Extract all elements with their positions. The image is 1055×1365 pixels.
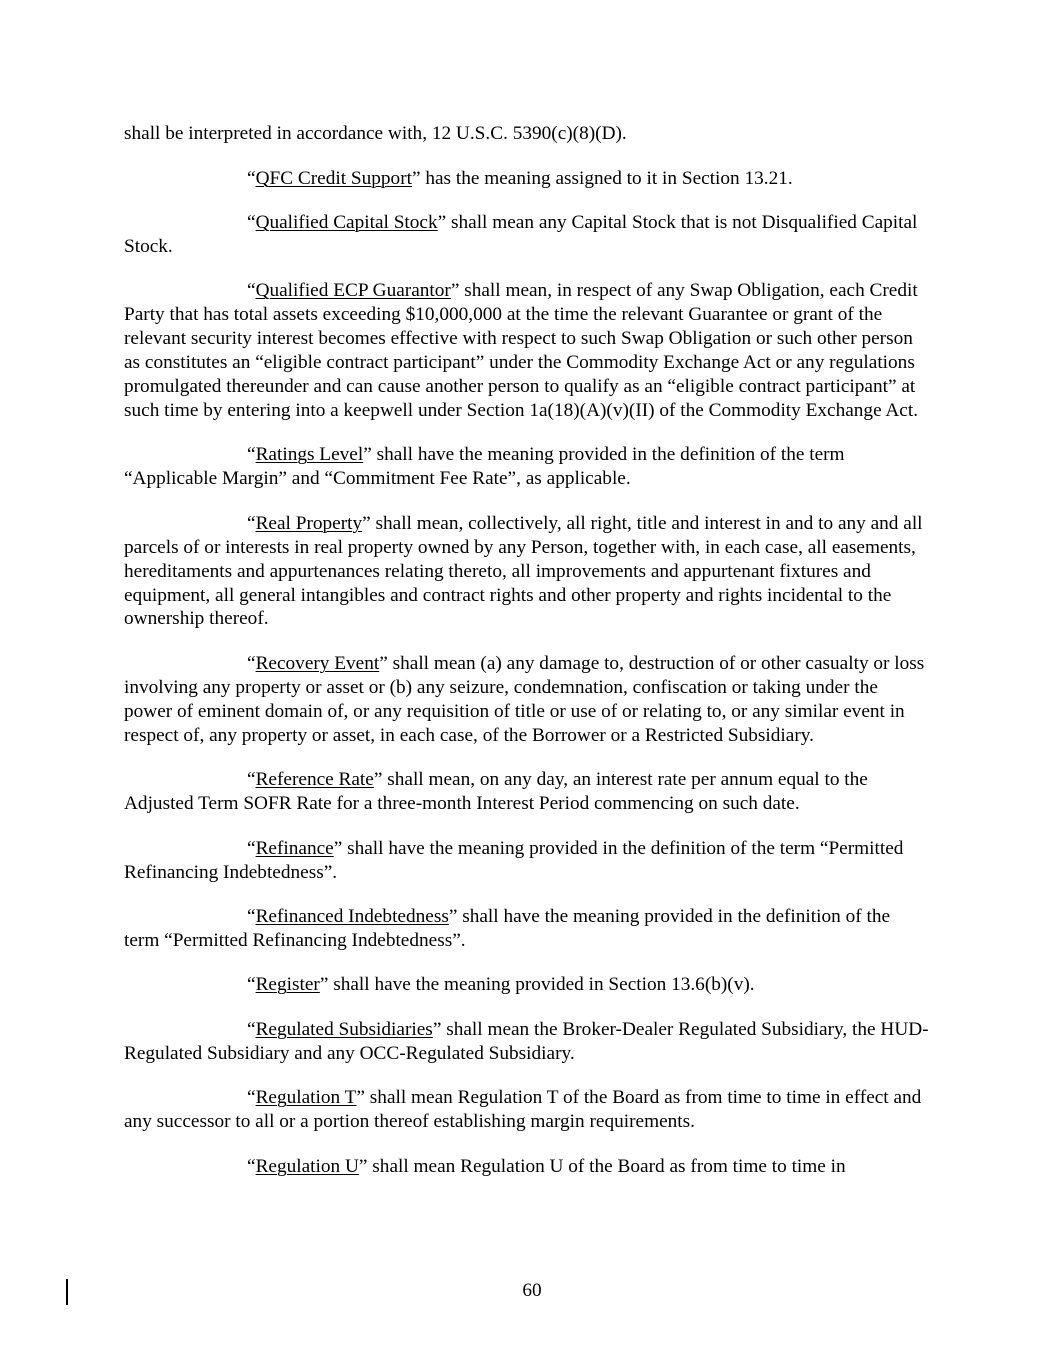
defined-term: Refinanced Indebtedness [255, 906, 449, 927]
paragraph-text: ” shall mean, in respect of any Swap Obligation, each Credit Party that has total assets exceeding $10,000,000 at the time the relevant Guarantee or grant of the relevant security interest becomes effective with respect to such Swap Obligation or such other person as constitutes an “eligible contract participant” under the Commodity Exchange Act or any regulations promulgated thereunder and can cause another person to qualify as an “eligible contract participant” at such time by entering into a keepwell under Section 1a(18)(A)(v)(II) of the Commodity Exchange Act. [124, 280, 919, 421]
defined-term: Recovery Event [255, 652, 380, 674]
definition-paragraph [124, 211, 929, 259]
paragraph-lead: “ [247, 280, 256, 302]
paragraph-text: ” shall have the meaning provided in the definition of the term “Permitted Refinancing Indebtedness”. [124, 837, 904, 883]
paragraph-text: ” shall mean, collectively, all right, title and interest in and to any and all parcels of or interests in real property owned by any Person, together with, in each case, all easements, hereditaments and appurtenances relating thereto, all improvements and appurtenant fixtures and equipment, all general intangibles and contract rights and other property and rights incidental to the ownership thereof. [124, 512, 923, 630]
definition-paragraph [124, 905, 929, 953]
definition-paragraph [124, 973, 929, 997]
paragraph-lead: “ [247, 167, 256, 189]
paragraph-lead: “ [247, 1018, 256, 1040]
defined-term: QFC Credit Support [255, 167, 412, 189]
paragraph-lead: “ [247, 444, 256, 466]
definition-paragraph [124, 279, 929, 422]
paragraph-lead: “ [247, 1155, 256, 1177]
paragraph-lead: “ [247, 212, 256, 233]
paragraph-text: ” shall mean Regulation U of the Board as from time to time in [358, 1155, 846, 1177]
page-number: 60 [522, 1280, 542, 1301]
paragraph-text: ” shall have the meaning provided in Section 13.6(b)(v). [319, 974, 755, 996]
defined-term: Reference Rate [255, 769, 374, 791]
definition-paragraph [124, 837, 929, 885]
definition-paragraph [124, 1018, 929, 1066]
defined-term: Qualified Capital Stock [255, 212, 438, 233]
definition-paragraph [124, 1086, 929, 1134]
paragraph-text: ” shall mean Regulation T of the Board as from time to time in effect and any successor to all or a portion thereof establishing margin requirements. [124, 1087, 922, 1133]
paragraph-text: ” has the meaning assigned to it in Section 13.21. [411, 167, 793, 189]
defined-term: Regulated Subsidiaries [255, 1018, 433, 1040]
defined-term: Refinance [255, 837, 334, 859]
definition-paragraph [124, 443, 929, 491]
paragraph-lead: “ [247, 1087, 256, 1109]
definition-paragraph [124, 167, 929, 191]
defined-term: Real Property [255, 512, 363, 534]
defined-term: Regulation T [255, 1087, 357, 1109]
paragraph-text: ” shall mean (a) any damage to, destruction of or other casualty or loss involving any property or asset or (b) any seizure, condemnation, confiscation or taking under the power of eminent domain of, or any requisition of title or use of or relating to, or any similar event in respect of, any property or asset, in each case, of the Borrower or a Restricted Subsidiary. [124, 652, 925, 746]
definition-paragraph [124, 652, 929, 748]
defined-term: Qualified ECP Guarantor [255, 280, 451, 302]
document-body [124, 122, 929, 1199]
defined-term: Ratings Level [255, 444, 364, 466]
paragraph-text: ” shall mean the Broker-Dealer Regulated Subsidiary, the HUD-Regulated Subsidiary and any OCC-Regulated Subsidiary. [124, 1018, 929, 1064]
definition-paragraph [124, 122, 929, 146]
paragraph-text: ” shall mean, on any day, an interest rate per annum equal to the Adjusted Term SOFR Rate for a three-month Interest Period commencing on such date. [124, 769, 868, 815]
definition-paragraph [124, 512, 929, 632]
paragraph-text: ” shall have the meaning provided in the definition of the term “Applicable Margin” and “Commitment Fee Rate”, as applicable. [124, 444, 845, 490]
paragraph-lead: “ [247, 652, 256, 674]
paragraph-lead: “ [247, 769, 256, 791]
definition-paragraph [124, 768, 929, 816]
defined-term: Register [255, 974, 320, 996]
paragraph-lead: “ [247, 512, 256, 534]
paragraph-text: ” shall mean any Capital Stock that is not Disqualified Capital Stock. [124, 212, 918, 257]
paragraph-text: ” shall have the meaning provided in the definition of the term “Permitted Refinancing Indebtedness”. [124, 906, 891, 951]
defined-term: Regulation U [255, 1155, 359, 1177]
paragraph-lead: “ [247, 974, 256, 996]
definition-paragraph [124, 1155, 929, 1179]
paragraph-lead: “ [247, 906, 256, 927]
paragraph-lead: “ [247, 837, 256, 859]
paragraph-text: shall be interpreted in accordance with, 12 U.S.C. 5390(c)(8)(D). [124, 123, 627, 144]
